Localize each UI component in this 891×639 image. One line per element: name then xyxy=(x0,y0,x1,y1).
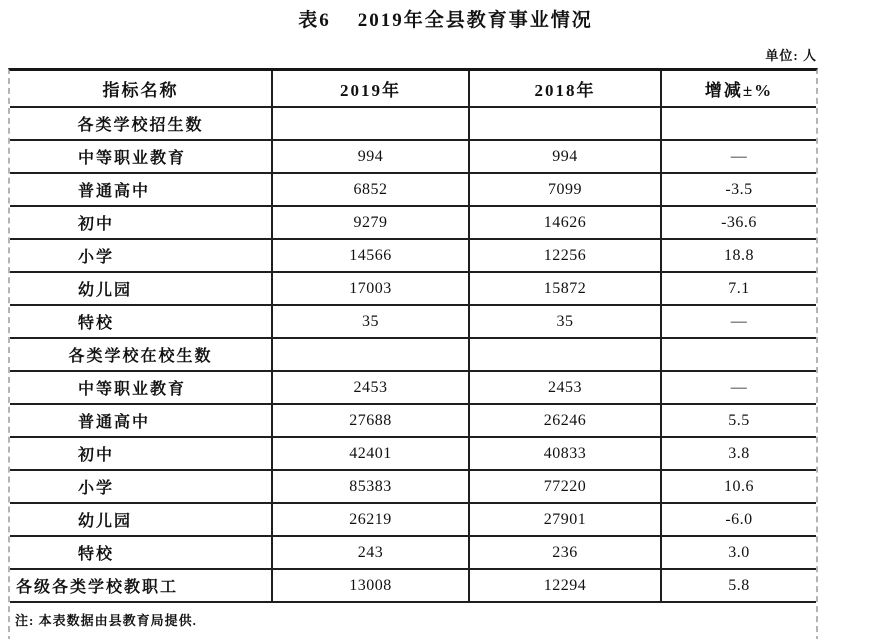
value-2018-cell: 236 xyxy=(469,536,661,569)
value-2019-cell: 27688 xyxy=(272,404,469,437)
education-statistics-table xyxy=(10,71,816,639)
table-row xyxy=(10,404,816,437)
value-2018-cell: 26246 xyxy=(469,404,661,437)
row-label-cell: 初中 xyxy=(10,437,272,470)
page-title: 表6 2019年全县教育事业情况 xyxy=(298,10,593,31)
row-label-cell: 普通高中 xyxy=(10,173,272,206)
value-2018-cell xyxy=(469,338,661,371)
value-2019-cell: 26219 xyxy=(272,503,469,536)
row-label-cell: 幼儿园 xyxy=(10,272,272,305)
row-label-cell: 各类学校在校生数 xyxy=(10,338,272,371)
change-cell: — xyxy=(661,305,816,338)
row-label-cell: 小学 xyxy=(10,239,272,272)
table-row xyxy=(10,140,816,173)
value-2019-cell: 35 xyxy=(272,305,469,338)
change-cell: 3.0 xyxy=(661,536,816,569)
change-cell: 5.8 xyxy=(661,569,816,602)
unit-label: 单位: 人 xyxy=(765,48,817,63)
row-label-cell: 特校 xyxy=(10,536,272,569)
row-label-cell: 特校 xyxy=(10,305,272,338)
value-2019-cell: 17003 xyxy=(272,272,469,305)
value-2019-cell: 13008 xyxy=(272,569,469,602)
change-cell: 7.1 xyxy=(661,272,816,305)
table-header-row xyxy=(10,71,816,107)
education-table-wrapper xyxy=(8,68,818,639)
value-2019-cell: 2453 xyxy=(272,371,469,404)
value-2018-cell: 994 xyxy=(469,140,661,173)
value-2019-cell: 243 xyxy=(272,536,469,569)
value-2018-cell: 12294 xyxy=(469,569,661,602)
change-cell: -36.6 xyxy=(661,206,816,239)
change-cell xyxy=(661,107,816,140)
row-label-cell: 普通高中 xyxy=(10,404,272,437)
value-2019-cell: 42401 xyxy=(272,437,469,470)
value-2018-cell: 77220 xyxy=(469,470,661,503)
table-row xyxy=(10,437,816,470)
value-2018-cell: 35 xyxy=(469,305,661,338)
value-2018-cell: 27901 xyxy=(469,503,661,536)
row-label-cell: 中等职业教育 xyxy=(10,140,272,173)
row-label-cell: 各级各类学校教职工 xyxy=(10,569,272,602)
change-cell: 5.5 xyxy=(661,404,816,437)
value-2018-cell xyxy=(469,107,661,140)
table-row xyxy=(10,503,816,536)
table-row xyxy=(10,371,816,404)
value-2019-cell xyxy=(272,338,469,371)
table-section-row xyxy=(10,107,816,140)
change-cell: 10.6 xyxy=(661,470,816,503)
value-2019-cell: 9279 xyxy=(272,206,469,239)
table-row xyxy=(10,536,816,569)
value-2018-cell: 7099 xyxy=(469,173,661,206)
row-label-cell: 幼儿园 xyxy=(10,503,272,536)
table-row xyxy=(10,272,816,305)
table-row xyxy=(10,173,816,206)
table-note-row xyxy=(10,602,816,639)
value-2018-cell: 2453 xyxy=(469,371,661,404)
header-cell-indicator: 指标名称 xyxy=(10,71,272,107)
table-row xyxy=(10,470,816,503)
table-row xyxy=(10,239,816,272)
header-cell-change: 增减±% xyxy=(661,71,816,107)
value-2019-cell: 85383 xyxy=(272,470,469,503)
header-cell-2019: 2019年 xyxy=(272,71,469,107)
value-2018-cell: 15872 xyxy=(469,272,661,305)
value-2018-cell: 40833 xyxy=(469,437,661,470)
header-cell-2018: 2018年 xyxy=(469,71,661,107)
table-note: 注: 本表数据由县教育局提供. xyxy=(10,602,816,639)
change-cell: — xyxy=(661,371,816,404)
change-cell: 3.8 xyxy=(661,437,816,470)
change-cell: 18.8 xyxy=(661,239,816,272)
row-label-cell: 小学 xyxy=(10,470,272,503)
table-total-row xyxy=(10,569,816,602)
value-2018-cell: 14626 xyxy=(469,206,661,239)
value-2019-cell: 14566 xyxy=(272,239,469,272)
row-label-cell: 初中 xyxy=(10,206,272,239)
row-label-cell: 各类学校招生数 xyxy=(10,107,272,140)
value-2019-cell: 994 xyxy=(272,140,469,173)
value-2019-cell xyxy=(272,107,469,140)
table-section-row xyxy=(10,338,816,371)
value-2019-cell: 6852 xyxy=(272,173,469,206)
table-row xyxy=(10,305,816,338)
value-2018-cell: 12256 xyxy=(469,239,661,272)
row-label-cell: 中等职业教育 xyxy=(10,371,272,404)
table-row xyxy=(10,206,816,239)
change-cell: — xyxy=(661,140,816,173)
change-cell: -6.0 xyxy=(661,503,816,536)
change-cell xyxy=(661,338,816,371)
change-cell: -3.5 xyxy=(661,173,816,206)
